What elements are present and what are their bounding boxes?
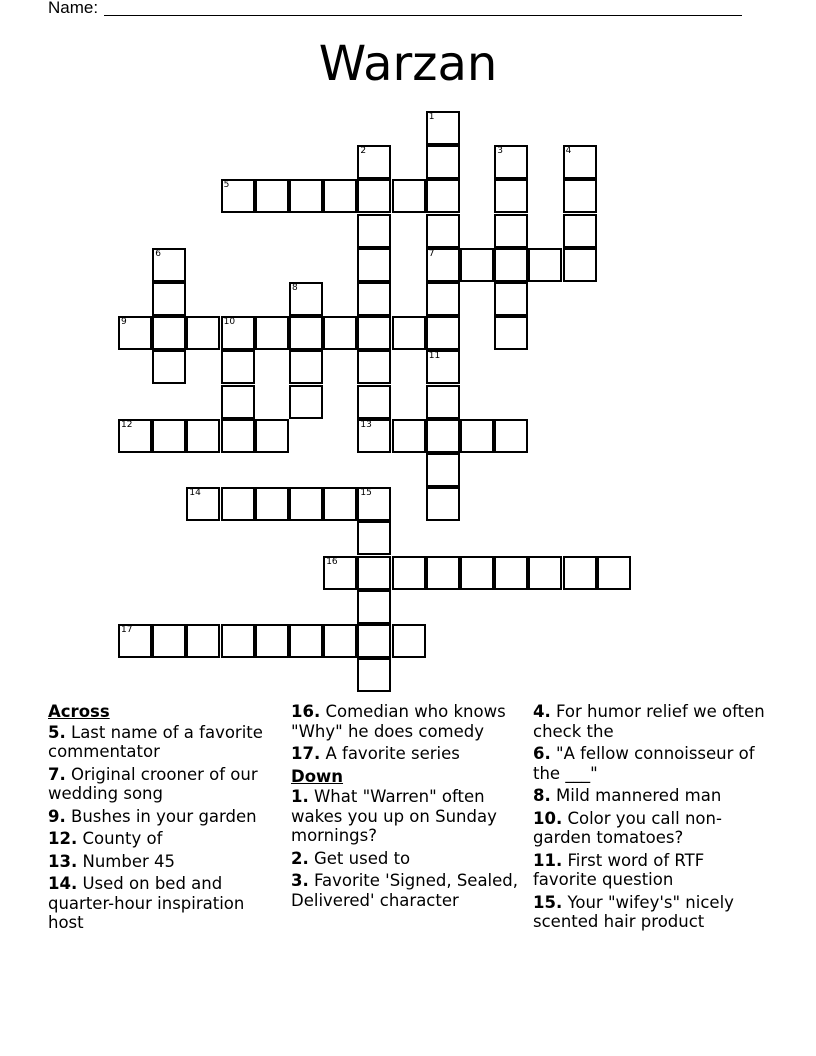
clue-number: 14. (48, 874, 78, 893)
grid-cell[interactable] (426, 487, 460, 521)
grid-cell[interactable] (392, 556, 426, 590)
clue-item (48, 807, 280, 827)
grid-cell[interactable] (152, 419, 186, 453)
clue-number: 4. (533, 702, 551, 721)
grid-cell[interactable] (255, 487, 289, 521)
grid-cell[interactable] (460, 248, 494, 282)
grid-cell[interactable] (357, 282, 391, 316)
cell-number: 15 (360, 488, 372, 499)
grid-cell[interactable] (289, 350, 323, 384)
clue-item (533, 744, 765, 783)
clue-item (48, 874, 280, 933)
grid-cell[interactable] (426, 453, 460, 487)
clue-item (291, 702, 523, 741)
grid-cell[interactable] (357, 214, 391, 248)
grid-cell[interactable] (426, 248, 460, 282)
clue-item (533, 786, 765, 806)
grid-cell[interactable] (392, 316, 426, 350)
grid-cell[interactable] (494, 316, 528, 350)
cell-number: 16 (326, 556, 338, 567)
grid-cell[interactable] (460, 556, 494, 590)
clue-number: 11. (533, 850, 563, 870)
grid-cell[interactable] (186, 624, 220, 658)
grid-cell[interactable] (426, 556, 460, 590)
clue-text: Bushes in your garden (65, 806, 257, 826)
clue-text: First word of RTF favorite question (533, 850, 705, 889)
clue-text: Get used to (308, 848, 411, 868)
grid-cell[interactable] (255, 316, 289, 350)
clue-number: 15. (533, 892, 563, 912)
grid-cell[interactable] (323, 624, 357, 658)
grid-cell[interactable] (597, 556, 631, 590)
grid-cell[interactable] (426, 145, 460, 179)
puzzle-title: Warzan (318, 36, 498, 92)
clue-number: 5. (48, 722, 66, 742)
grid-cell[interactable] (221, 385, 255, 419)
cell-number: 10 (223, 317, 236, 328)
clue-item (533, 809, 765, 848)
clue-item (48, 765, 280, 804)
clue-text: Color you call non-garden tomatoes? (533, 808, 722, 847)
grid-cell[interactable] (357, 658, 391, 692)
clue-number: 6. (533, 744, 551, 763)
grid-cell[interactable] (563, 556, 597, 590)
cell-number: 7 (428, 248, 435, 259)
grid-cell[interactable] (528, 248, 562, 282)
clue-number: 8. (533, 786, 551, 805)
grid-cell[interactable] (152, 248, 186, 282)
grid-cell[interactable] (118, 624, 152, 658)
grid-cell[interactable] (426, 179, 460, 213)
grid-cell[interactable] (460, 419, 494, 453)
cell-number: 17 (121, 625, 133, 635)
grid-cell[interactable] (357, 521, 391, 555)
clue-text: Number 45 (77, 851, 176, 871)
clue-number: 10. (533, 808, 563, 828)
clue-text: Used on bed and quarter-hour inspiration host (48, 874, 245, 932)
grid-cell[interactable] (289, 487, 323, 521)
cell-number: 1 (428, 112, 435, 122)
grid-cell[interactable] (357, 419, 391, 453)
clue-item (48, 829, 280, 849)
clue-number: 12. (48, 829, 78, 848)
grid-cell[interactable] (528, 556, 562, 590)
cell-number: 9 (121, 317, 127, 328)
grid-cell[interactable] (357, 487, 391, 521)
grid-cell[interactable] (392, 419, 426, 453)
clue-number: 3. (291, 871, 309, 890)
clues-column-2 (291, 702, 523, 913)
grid-cell[interactable] (186, 487, 220, 521)
clue-item (533, 893, 765, 932)
grid-cell[interactable] (255, 624, 289, 658)
grid-cell[interactable] (221, 487, 255, 521)
grid-cell[interactable] (323, 556, 357, 590)
down-heading: Down (291, 766, 344, 786)
grid-cell[interactable] (289, 316, 323, 350)
across-heading: Across (48, 702, 110, 721)
cell-number: 6 (155, 248, 161, 259)
clue-number: 16. (291, 702, 321, 721)
grid-cell[interactable] (357, 248, 391, 282)
grid-cell[interactable] (357, 624, 391, 658)
grid-cell[interactable] (494, 556, 528, 590)
grid-cell[interactable] (186, 419, 220, 453)
clue-number: 7. (48, 764, 66, 784)
clue-text: For humor relief we often check the (533, 702, 765, 741)
cell-number: 14 (189, 488, 201, 499)
grid-cell[interactable] (357, 385, 391, 419)
grid-cell[interactable] (255, 419, 289, 453)
grid-cell[interactable] (289, 624, 323, 658)
clue-item (291, 787, 523, 846)
grid-cell[interactable] (255, 179, 289, 213)
grid-cell[interactable] (357, 316, 391, 350)
clue-number: 13. (48, 851, 78, 871)
grid-cell[interactable] (289, 179, 323, 213)
cell-number: 8 (292, 283, 298, 293)
clue-text: Last name of a favorite commentator (48, 722, 263, 761)
clues-column-3 (533, 702, 765, 935)
grid-cell[interactable] (152, 624, 186, 658)
grid-cell[interactable] (289, 385, 323, 419)
clue-number: 2. (291, 848, 309, 868)
cell-number: 12 (121, 419, 133, 430)
clue-item (48, 852, 280, 872)
clue-text: Favorite 'Signed, Sealed, Delivered' character (291, 871, 519, 910)
cell-number: 11 (428, 351, 441, 362)
grid-cell[interactable] (152, 316, 186, 350)
grid-cell[interactable] (221, 350, 255, 384)
grid-cell[interactable] (221, 179, 255, 213)
grid-cell[interactable] (494, 145, 528, 179)
grid-cell[interactable] (426, 316, 460, 350)
clue-number: 9. (48, 806, 66, 826)
clue-number: 17. (291, 744, 321, 763)
grid-cell[interactable] (323, 316, 357, 350)
grid-cell[interactable] (221, 624, 255, 658)
clues-column-1 (48, 702, 280, 936)
cell-number: 3 (497, 146, 503, 157)
grid-cell[interactable] (152, 350, 186, 384)
grid-cell[interactable] (426, 282, 460, 316)
clue-text: "A fellow connoisseur of the ___" (533, 744, 755, 783)
grid-cell[interactable] (323, 487, 357, 521)
grid-cell[interactable] (494, 214, 528, 248)
clue-item (291, 871, 523, 910)
grid-cell[interactable] (426, 419, 460, 453)
grid-cell[interactable] (494, 248, 528, 282)
grid-cell[interactable] (357, 350, 391, 384)
grid-cell[interactable] (563, 179, 597, 213)
clue-text: What "Warren" often wakes you up on Sunday mornings? (291, 787, 497, 845)
clue-text: Mild mannered man (550, 786, 722, 805)
clue-item (533, 702, 765, 741)
grid-cell[interactable] (118, 316, 152, 350)
cell-number: 2 (360, 146, 367, 157)
clue-text: County of (77, 829, 163, 848)
clue-text: A favorite series (320, 744, 460, 763)
clue-number: 1. (291, 787, 309, 806)
grid-cell[interactable] (563, 145, 597, 179)
grid-cell[interactable] (426, 350, 460, 384)
grid-cell[interactable] (392, 179, 426, 213)
clue-text: Comedian who knows "Why" he does comedy (291, 702, 506, 741)
grid-cell[interactable] (323, 179, 357, 213)
name-label: Name: (48, 0, 99, 17)
grid-cell[interactable] (221, 316, 255, 350)
grid-cell[interactable] (426, 385, 460, 419)
grid-cell[interactable] (221, 419, 255, 453)
clue-text: Your "wifey's" nicely scented hair product (533, 892, 734, 931)
grid-cell[interactable] (357, 145, 391, 179)
clue-item (48, 723, 280, 762)
grid-cell[interactable] (392, 624, 426, 658)
grid-cell[interactable] (289, 282, 323, 316)
grid-cell[interactable] (186, 316, 220, 350)
clue-item (291, 849, 523, 869)
clue-text: Original crooner of our wedding song (48, 764, 258, 803)
grid-cell[interactable] (426, 111, 460, 145)
cell-number: 5 (223, 180, 230, 191)
cell-number: 4 (565, 146, 572, 157)
grid-cell[interactable] (152, 282, 186, 316)
grid-cell[interactable] (494, 179, 528, 213)
grid-cell[interactable] (357, 556, 391, 590)
clue-item (533, 851, 765, 890)
grid-cell[interactable] (563, 214, 597, 248)
clue-item (291, 744, 523, 764)
grid-cell[interactable] (426, 214, 460, 248)
grid-cell[interactable] (494, 282, 528, 316)
grid-cell[interactable] (494, 419, 528, 453)
grid-cell[interactable] (118, 419, 152, 453)
cell-number: 13 (360, 419, 372, 430)
grid-cell[interactable] (357, 179, 391, 213)
grid-cell[interactable] (357, 590, 391, 624)
grid-cell[interactable] (563, 248, 597, 282)
